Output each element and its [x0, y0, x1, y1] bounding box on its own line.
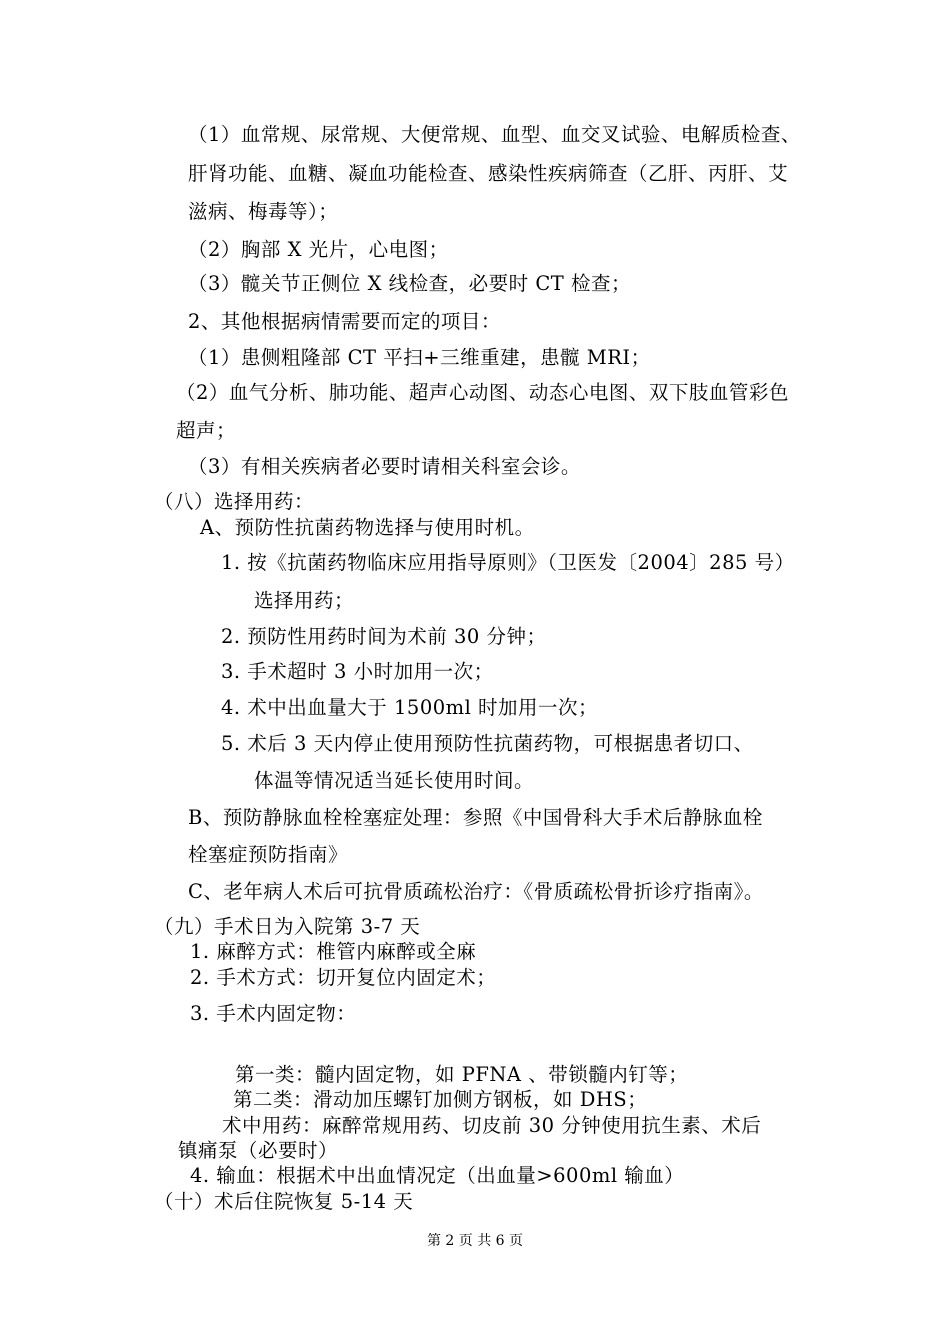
list-item: 4. 术中出血量大于 1500ml 时加用一次；: [221, 696, 599, 719]
text-line: （3）有相关疾病者必要时请相关科室会诊。: [188, 455, 581, 478]
page-number: 第 2 页 共 6 页: [426, 1233, 524, 1249]
list-item: 3. 手术超时 3 小时加用一次；: [221, 660, 494, 683]
text-line: 超声；: [176, 419, 237, 442]
section-heading: （八）选择用药：: [154, 490, 315, 513]
list-item: 3. 手术内固定物：: [190, 1002, 357, 1025]
list-item: 2. 手术方式：切开复位内固定术；: [190, 966, 497, 989]
text-line: （2）胸部 X 光片，心电图；: [188, 238, 449, 261]
text-line: C、老年病人术后可抗骨质疏松治疗：《骨质疏松骨折诊疗指南》。: [188, 880, 764, 903]
text-line: B、预防静脉血栓栓塞症处理：参照《中国骨科大手术后静脉血栓: [188, 806, 763, 829]
text-line: 镇痛泵（必要时）: [178, 1139, 339, 1162]
text-line: 肝肾功能、血糖、凝血功能检查、感染性疾病筛查（乙肝、丙肝、艾: [188, 162, 789, 185]
list-item-continuation: 体温等情况适当延长使用时间。: [254, 769, 535, 792]
text-line: （3）髋关节正侧位 X 线检查，必要时 CT 检查；: [188, 272, 632, 295]
section-heading: 2、其他根据病情需要而定的项目：: [188, 310, 501, 333]
list-item: 1. 麻醉方式：椎管内麻醉或全麻: [190, 940, 477, 963]
text-line: 第二类：滑动加压螺钉加侧方钢板，如 DHS；: [233, 1088, 648, 1111]
text-line: （2）血气分析、肺功能、超声心动图、动态心电图、双下肢血管彩色: [176, 381, 789, 404]
list-item: 5. 术后 3 天内停止使用预防性抗菌药物，可根据患者切口、: [221, 732, 754, 755]
text-line: （1）血常规、尿常规、大便常规、血型、血交叉试验、电解质检查、: [188, 123, 801, 146]
text-line: 滋病、梅毒等）；: [188, 200, 339, 223]
text-line: 第一类：髓内固定物，如 PFNA 、带锁髓内钉等；: [235, 1063, 689, 1086]
list-item: 1. 按《抗菌药物临床应用指导原则》（卫医发〔2004〕285 号）: [221, 551, 795, 574]
text-line: 栓塞症预防指南》: [188, 843, 349, 866]
list-item: 4. 输血：根据术中出血情况定（出血量>600ml 输血）: [190, 1164, 685, 1187]
section-heading: （九）手术日为入院第 3-7 天: [154, 915, 421, 938]
list-item: 2. 预防性用药时间为术前 30 分钟；: [221, 625, 547, 648]
list-item-continuation: 选择用药；: [254, 589, 355, 612]
text-line: （1）患侧粗隆部 CT 平扫+三维重建，患髋 MRI；: [188, 346, 651, 369]
subsection-heading: A、预防性抗菌药物选择与使用时机。: [200, 516, 535, 539]
text-line: 术中用药：麻醉常规用药、切皮前 30 分钟使用抗生素、术后: [222, 1114, 762, 1137]
section-heading: （十）术后住院恢复 5-14 天: [154, 1190, 414, 1213]
